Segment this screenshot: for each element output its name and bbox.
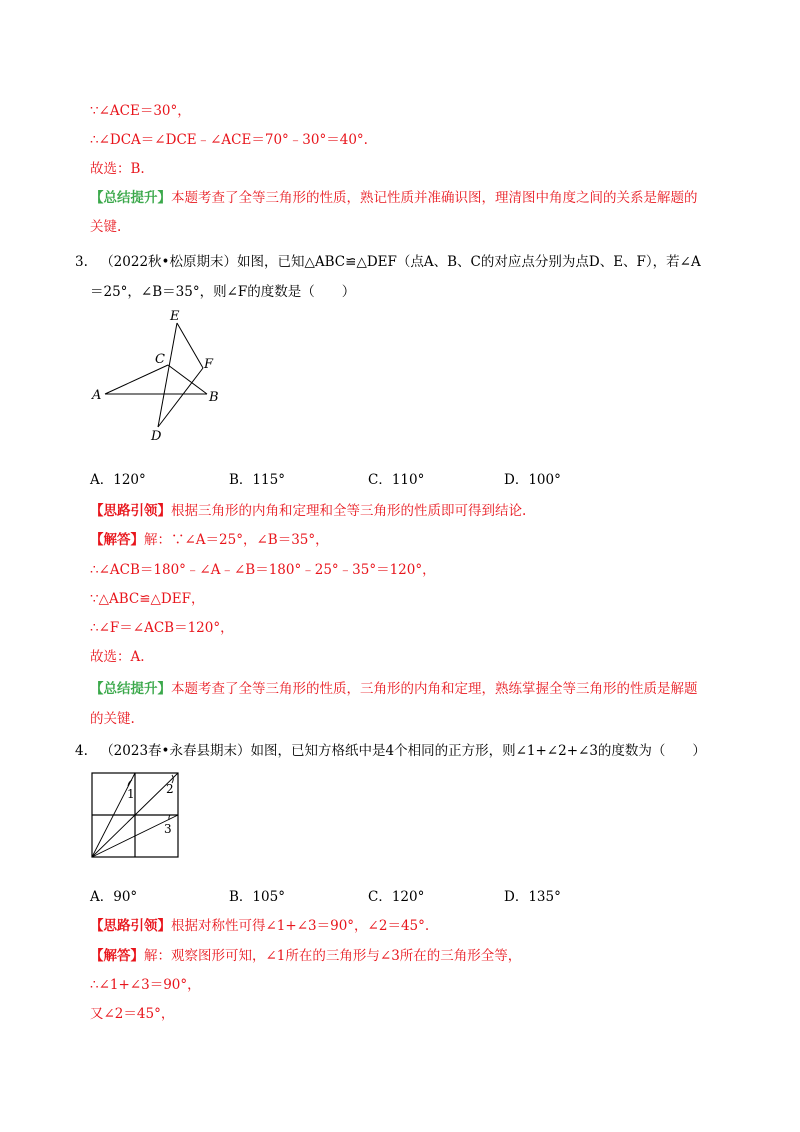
q3-summary [90, 679, 698, 699]
hint-text: 根据三角形的内角和定理和全等三角形的性质即可得到结论. [171, 503, 527, 519]
q4-answer-line1 [90, 946, 521, 966]
q4-option-b[interactable]: B．105° [229, 889, 285, 905]
q4-stem [75, 741, 706, 761]
summary-tag: 【总结提升】 [90, 681, 171, 697]
q2-summary-cont: 关键. [90, 219, 122, 235]
label-d: D [151, 429, 162, 444]
q3-answer-line4: ∴∠F＝∠ACB＝120°， [90, 620, 234, 636]
angle-label-3: 3 [164, 822, 172, 836]
segment-ef [177, 323, 203, 368]
q3-triangle-figure [85, 305, 235, 445]
q4-option-a[interactable]: A．90° [90, 889, 138, 905]
hint-text: 根据对称性可得∠1+∠3＝90°，∠2＝45°. [171, 918, 430, 934]
label-e: E [170, 309, 180, 324]
q3-option-b[interactable]: B．115° [229, 472, 285, 488]
answer-tag: 【解答】 [90, 532, 144, 548]
q4-answer-line2: ∴∠1+∠3＝90°， [90, 977, 201, 993]
q4-grid-figure [88, 770, 184, 862]
segment-ed [158, 323, 177, 427]
q4-stem-text: （2023春•永春县期末）如图，已知方格纸中是4个相同的正方形，则∠1+∠2+∠3的度数为（ ） [100, 743, 706, 759]
segment-cb [168, 365, 207, 394]
q3-answer-line1 [90, 530, 329, 550]
summary-text: 本题考查了全等三角形的性质，熟记性质并准确识图，理清图中角度之间的关系是解题的 [171, 190, 698, 206]
q3-option-d[interactable]: D．100° [504, 472, 561, 488]
segment-fd [158, 368, 203, 427]
hint-tag: 【思路引领】 [90, 503, 171, 519]
q4-option-d[interactable]: D．135° [504, 889, 561, 905]
q4-hint [90, 916, 429, 936]
q3-stem-line2: ＝25°，∠B＝35°，则∠F的度数是（ ） [90, 284, 356, 300]
q3-option-c[interactable]: C．110° [368, 472, 425, 488]
angle-label-1: 1 [127, 787, 135, 801]
q3-number: 3. [75, 254, 88, 270]
q3-answer-line5: 故选：A. [90, 649, 145, 665]
segment-ac [105, 365, 168, 394]
label-c: C [155, 352, 165, 367]
q2-given-line: ∵∠ACE＝30°， [90, 103, 191, 119]
summary-tag: 【总结提升】 [90, 190, 171, 206]
q4-option-c[interactable]: C．120° [368, 889, 425, 905]
q3-option-a[interactable]: A．120° [90, 472, 146, 488]
answer-text: 解：观察图形可知，∠1所在的三角形与∠3所在的三角形全等， [144, 948, 522, 964]
q3-stem-line1 [75, 252, 701, 272]
q3-hint [90, 501, 526, 521]
q2-calc-line: ∴∠DCA＝∠DCE﹣∠ACE＝70°﹣30°＝40°. [90, 132, 368, 148]
q3-summary-cont: 的关键. [90, 711, 135, 727]
label-f: F [204, 357, 214, 372]
answer-text: 解：∵∠A＝25°，∠B＝35°， [144, 532, 329, 548]
label-b: B [209, 390, 219, 405]
q2-choice-line: 故选：B. [90, 161, 145, 177]
q3-answer-line3: ∵△ABC≌△DEF， [90, 591, 205, 607]
angle-label-2: 2 [166, 782, 174, 796]
q3-stem-text: （2022秋•松原期末）如图，已知△ABC≌△DEF（点A、B、C的对应点分别为点D、E、F），若∠A [100, 254, 701, 270]
summary-text: 本题考查了全等三角形的性质，三角形的内角和定理，熟练掌握全等三角形的性质是解题 [171, 681, 698, 697]
q2-summary [90, 188, 698, 208]
q3-answer-line2: ∴∠ACB＝180°﹣∠A﹣∠B＝180°﹣25°﹣35°＝120°， [90, 562, 436, 578]
label-a: A [92, 388, 102, 403]
hint-tag: 【思路引领】 [90, 918, 171, 934]
q4-answer-line3: 又∠2＝45°， [90, 1006, 175, 1022]
answer-tag: 【解答】 [90, 948, 144, 964]
q4-number: 4. [75, 743, 88, 759]
